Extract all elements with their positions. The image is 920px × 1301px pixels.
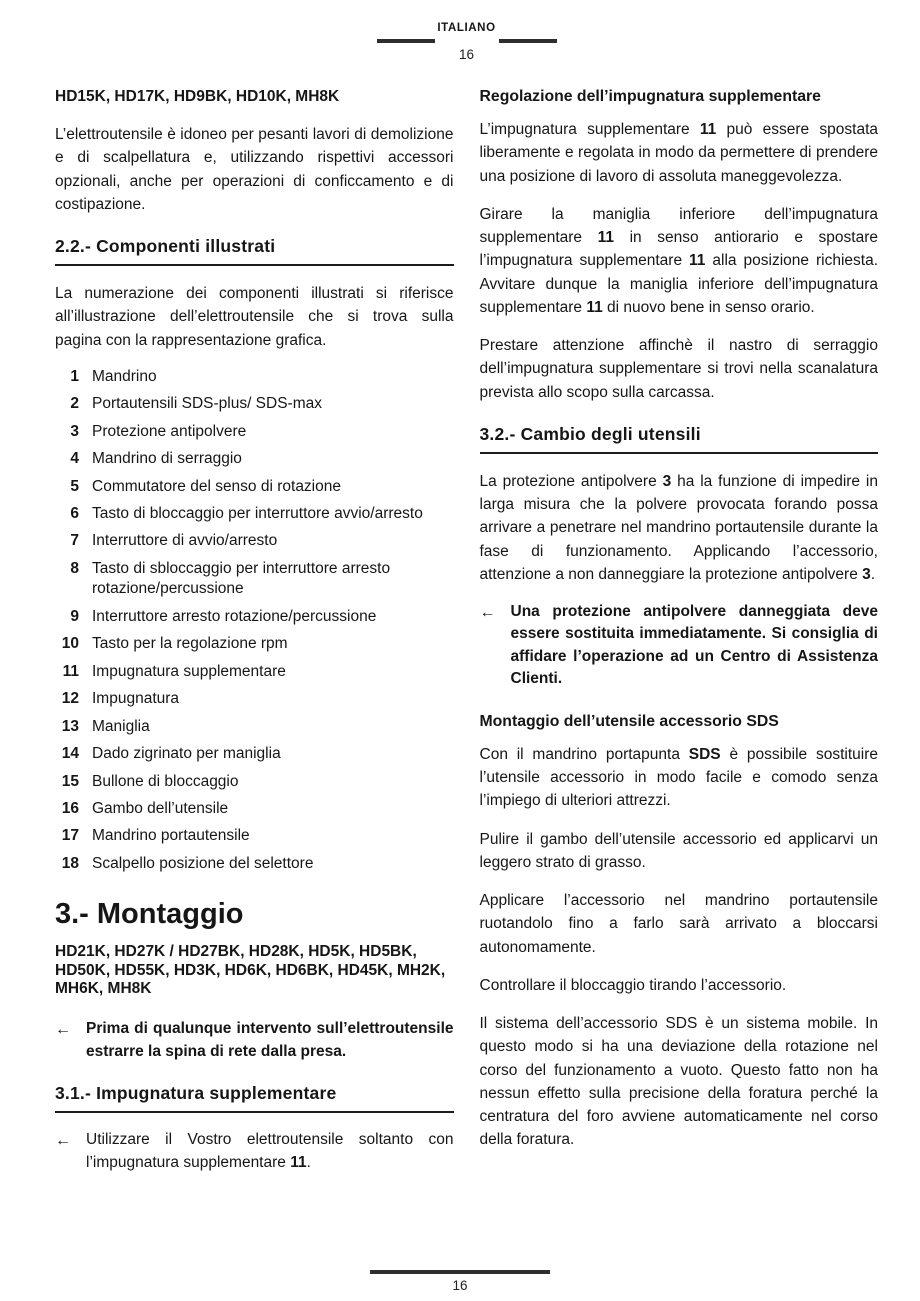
- montaggio-sds-paragraph-2: Pulire il gambo dell’utensile accessorio ed applicarvi un leggero strato di grasso.: [479, 830, 878, 871]
- component-item: [55, 772, 454, 792]
- montaggio-sds-paragraph-5: Il sistema dell’accessorio SDS è un sistema mobile. In questo modo si ha una deviazione della rotazione nel corso del funzionamento a vuoto. Questo fatto non ha nessun effetto sulla precisione della foratura perché la centratura del foro avviene automaticamente nel corso della foratura.: [479, 1015, 878, 1149]
- auxiliary-handle-note: [55, 1129, 454, 1174]
- intro-paragraph: L’elettroutensile è idoneo per pesanti lavori di demolizione e di scalpellatura e, utilizzando rispettivi accessori opzionali, anche per operazioni di conficcamento e di costipazione.: [55, 126, 454, 213]
- component-label: Maniglia: [92, 717, 150, 735]
- component-label: Commutatore del senso di rotazione: [92, 477, 341, 495]
- component-item: [55, 504, 454, 524]
- component-label: Portautensili SDS-plus/ SDS-max: [92, 395, 322, 413]
- component-number: 9: [70, 607, 79, 625]
- component-label: Mandrino portautensile: [92, 827, 250, 845]
- component-number: 17: [61, 827, 79, 845]
- component-item: [55, 367, 454, 387]
- montaggio-sds-paragraph-3: Applicare l’accessorio nel mandrino portautensile ruotandolo fino a farlo sarà arrivato a bloccarsi autonomamente.: [479, 892, 878, 956]
- component-label: Tasto di sbloccaggio per interruttore arresto rotazione/percussione: [92, 559, 391, 598]
- page-header: [55, 22, 878, 62]
- component-number: 3: [70, 422, 79, 440]
- language-label: ITALIANO: [437, 22, 496, 34]
- component-number: 15: [61, 772, 79, 790]
- warning-text: Prima di qualunque intervento sull’elettroutensile estrarre la spina di rete dalla presa.: [86, 1020, 454, 1060]
- section-2-2-paragraph: La numerazione dei componenti illustrati si riferisce all’illustrazione dell’elettroutensile che si trova sulla pagina con la rappresentazione grafica.: [55, 285, 454, 349]
- component-label: Dado zigrinato per maniglia: [92, 745, 281, 763]
- component-number: 8: [70, 559, 79, 577]
- component-label: Impugnatura: [92, 690, 180, 708]
- component-item: [55, 394, 454, 414]
- section-3-2-title: 3.2.- Cambio degli utensili: [480, 424, 879, 454]
- components-list: [55, 367, 454, 875]
- arrow-icon: ←: [479, 604, 496, 621]
- component-label: Interruttore di avvio/arresto: [92, 532, 278, 550]
- content-columns: [55, 88, 878, 1190]
- left-column: [55, 88, 454, 1190]
- section-3-1-title: 3.1.- Impugnatura supplementare: [55, 1083, 454, 1113]
- component-item: [55, 607, 454, 627]
- header-rule: [55, 39, 878, 43]
- component-label: Gambo dell’utensile: [92, 800, 229, 817]
- section-2-2-title: 2.2.- Componenti illustrati: [55, 236, 454, 266]
- component-item: [55, 854, 454, 874]
- montaggio-sds-paragraph-4: Controllare il bloccaggio tirando l’accessorio.: [479, 976, 787, 994]
- footer-rule: [370, 1270, 550, 1274]
- component-label: Tasto per la regolazione rpm: [92, 635, 288, 653]
- component-item: [55, 531, 454, 551]
- header-rule-right: [499, 39, 557, 43]
- component-label: Tasto di bloccaggio per interruttore avvio/arresto: [92, 505, 423, 523]
- regolazione-paragraph-3: Prestare attenzione affinchè il nastro di serraggio dell’impugnatura supplementare si trovi nella scanalatura prevista allo scopo sulla carcassa.: [479, 337, 878, 401]
- dust-cap-warning: [480, 601, 879, 691]
- component-number: 2: [70, 395, 79, 413]
- model-list-intro: HD15K, HD17K, HD9BK, HD10K, MH8K: [55, 88, 340, 105]
- regolazione-heading: Regolazione dell’impugnatura supplementare: [479, 88, 821, 105]
- component-number: 12: [61, 690, 79, 708]
- component-label: Scalpello posizione del selettore: [92, 854, 314, 872]
- component-item: [55, 559, 454, 600]
- component-label: Mandrino: [92, 367, 157, 385]
- component-number: 18: [61, 854, 79, 872]
- arrow-icon: ←: [55, 1021, 71, 1039]
- component-label: Protezione antipolvere: [92, 422, 247, 440]
- page-footer: [0, 1270, 920, 1293]
- component-item: [55, 717, 454, 737]
- section-3-title: 3.- Montaggio: [55, 898, 244, 931]
- header-rule-left: [377, 39, 435, 43]
- component-number: 5: [70, 477, 79, 495]
- arrow-icon: ←: [55, 1132, 71, 1150]
- component-number: 14: [61, 745, 79, 763]
- component-number: 16: [61, 800, 79, 817]
- component-label: Bullone di bloccaggio: [92, 772, 239, 790]
- page-number-top: 16: [458, 47, 475, 62]
- regolazione-paragraph-1: L’impugnatura supplementare 11 può essere spostata liberamente e regolata in modo da permettere di prendere una posizione di lavoro di assoluta maneggevolezza.: [479, 121, 878, 185]
- component-number: 4: [70, 450, 79, 468]
- regolazione-paragraph-2: Girare la maniglia inferiore dell’impugnatura supplementare 11 in senso antiorario e spostare l’impugnatura supplementare 11 alla posizione richiesta. Avvitare dunque la maniglia inferiore dell’impugnatura supplementare 11 di nuovo bene in senso orario.: [479, 205, 879, 316]
- component-item: [55, 826, 454, 846]
- component-label: Mandrino di serraggio: [92, 450, 242, 468]
- montaggio-sds-paragraph-1: Con il mandrino portapunta SDS è possibile sostituire l’utensile accessorio in modo facile e comodo senza l’impiego di ulteriori attrezzi.: [479, 745, 878, 810]
- right-column: [480, 88, 879, 1190]
- component-label: Impugnatura supplementare: [92, 662, 286, 680]
- component-item: [55, 689, 454, 709]
- section-3-model-list: HD21K, HD27K / HD27BK, HD28K, HD5K, HD5BK, HD50K, HD55K, HD3K, HD6K, HD6BK, HD45K, MH2K, MH6K, MH8K: [55, 943, 446, 997]
- component-number: 7: [70, 532, 79, 550]
- note-text: Utilizzare il Vostro elettroutensile soltanto con l’impugnatura supplementare 11.: [86, 1131, 454, 1171]
- component-number: 1: [70, 367, 79, 385]
- section-3-2-paragraph: La protezione antipolvere 3 ha la funzione di impedire in larga misura che la polvere provocata forando possa arrivare a penetrare nel mandrino portautensile durante la fase di funzionamento. Applicando l’accessorio, attenzione a non danneggiare la protezione antipolvere 3.: [479, 472, 878, 583]
- component-item: [55, 799, 454, 819]
- component-number: 13: [61, 717, 79, 735]
- component-number: 10: [61, 635, 79, 653]
- mains-plug-warning: [55, 1018, 454, 1063]
- component-item: [55, 634, 454, 654]
- component-number: 11: [62, 662, 79, 680]
- component-number: 6: [70, 505, 79, 523]
- component-label: Interruttore arresto rotazione/percussione: [92, 607, 377, 625]
- component-item: [55, 662, 454, 682]
- component-item: [55, 477, 454, 497]
- component-item: [55, 422, 454, 442]
- page-number-bottom: 16: [452, 1278, 468, 1293]
- montaggio-sds-heading: Montaggio dell’utensile accessorio SDS: [479, 712, 779, 730]
- warning-text: Una protezione antipolvere danneggiata deve essere sostituita immediatamente. Si consiglia di affidare l’operazione ad un Centro di Assistenza Clienti.: [510, 603, 878, 688]
- component-item: [55, 744, 454, 764]
- component-item: [55, 449, 454, 469]
